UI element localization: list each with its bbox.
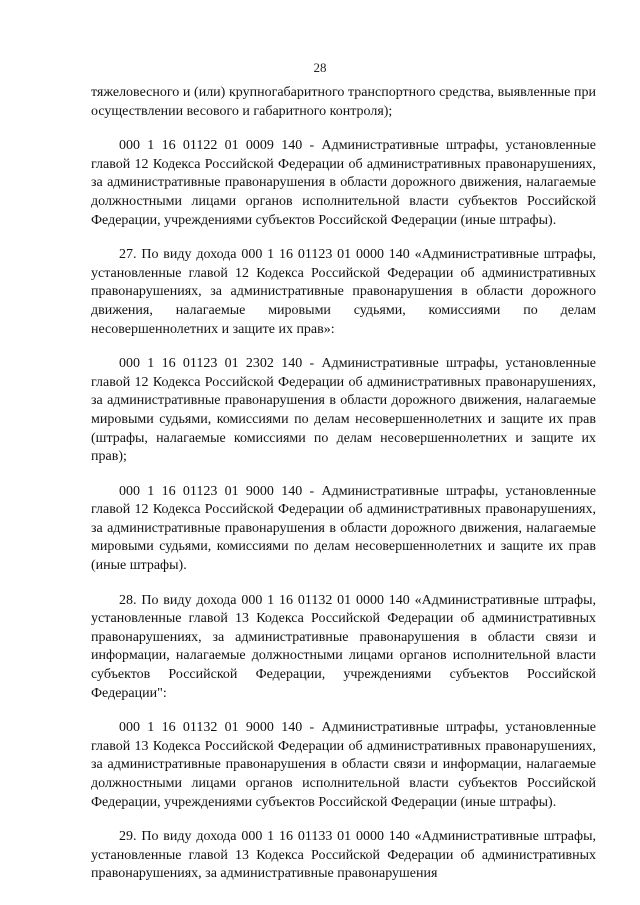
paragraph-code-01132-9000: 000 1 16 01132 01 9000 140 - Административные штрафы, установленные главой 13 Кодекса Российской Федерации об административных правонарушениях, за административные правонарушения в области связи и информации, налагаемые должностными лицами органов исполнительной власти субъектов Российской Федерации, учреждениями субъектов Российской Федерации (иные штрафы). [91,720,596,810]
paragraph-code-01123-9000: 000 1 16 01123 01 9000 140 - Административные штрафы, установленные главой 12 Кодекса Российской Федерации об административных правонарушениях, за административные правонарушения в области дорожного движения, налагаемые мировыми судьями, комиссиями по делам несовершеннолетних и защите их прав (иные штрафы). [91,483,596,574]
paragraph-code-01122-0009: 000 1 16 01122 01 0009 140 - Административные штрафы, установленные главой 12 Кодекса Российской Федерации об административных правонарушениях, за административные правонарушения в области дорожного движения, налагаемые должностными лицами органов исполнительной власти субъектов Российской Федерации, учреждениями субъектов Российской Федерации (иные штрафы). [91,138,596,228]
document-body [91,84,596,900]
paragraph-item-27: 27. По виду дохода 000 1 16 01123 01 0000 140 «Административные штрафы, установленные главой 12 Кодекса Российской Федерации об административных правонарушениях, за административные правонарушения в области дорожного движения, налагаемые мировыми судьями, комиссиями по делам несовершеннолетних и защите их прав»: [91,247,596,337]
paragraph-code-01123-2302: 000 1 16 01123 01 2302 140 - Административные штрафы, установленные главой 12 Кодекса Российской Федерации об административных правонарушениях, за административные правонарушения в области дорожного движения, налагаемые мировыми судьями, комиссиями по делам несовершеннолетних и защите их прав (штрафы, налагаемые комиссиями по делам несовершеннолетних и защите их прав); [91,356,596,465]
page-number: 28 [313,60,327,75]
paragraph-item-28: 28. По виду дохода 000 1 16 01132 01 0000 140 «Административные штрафы, установленные главой 13 Кодекса Российской Федерации об административных правонарушениях, за административные правонарушения в области связи и информации, налагаемые должностными лицами органов исполнительной власти субъектов Российской Федерации, учреждениями субъектов Российской Федерации": [91,592,596,701]
paragraph-continuation: тяжеловесного и (или) крупногабаритного транспортного средства, выявленные при осуществлении весового и габаритного контроля); [91,85,596,119]
paragraph-item-29: 29. По виду дохода 000 1 16 01133 01 0000 140 «Административные штрафы, установленные главой 13 Кодекса Российской Федерации об административных правонарушениях, за административные правонарушения [91,829,596,882]
